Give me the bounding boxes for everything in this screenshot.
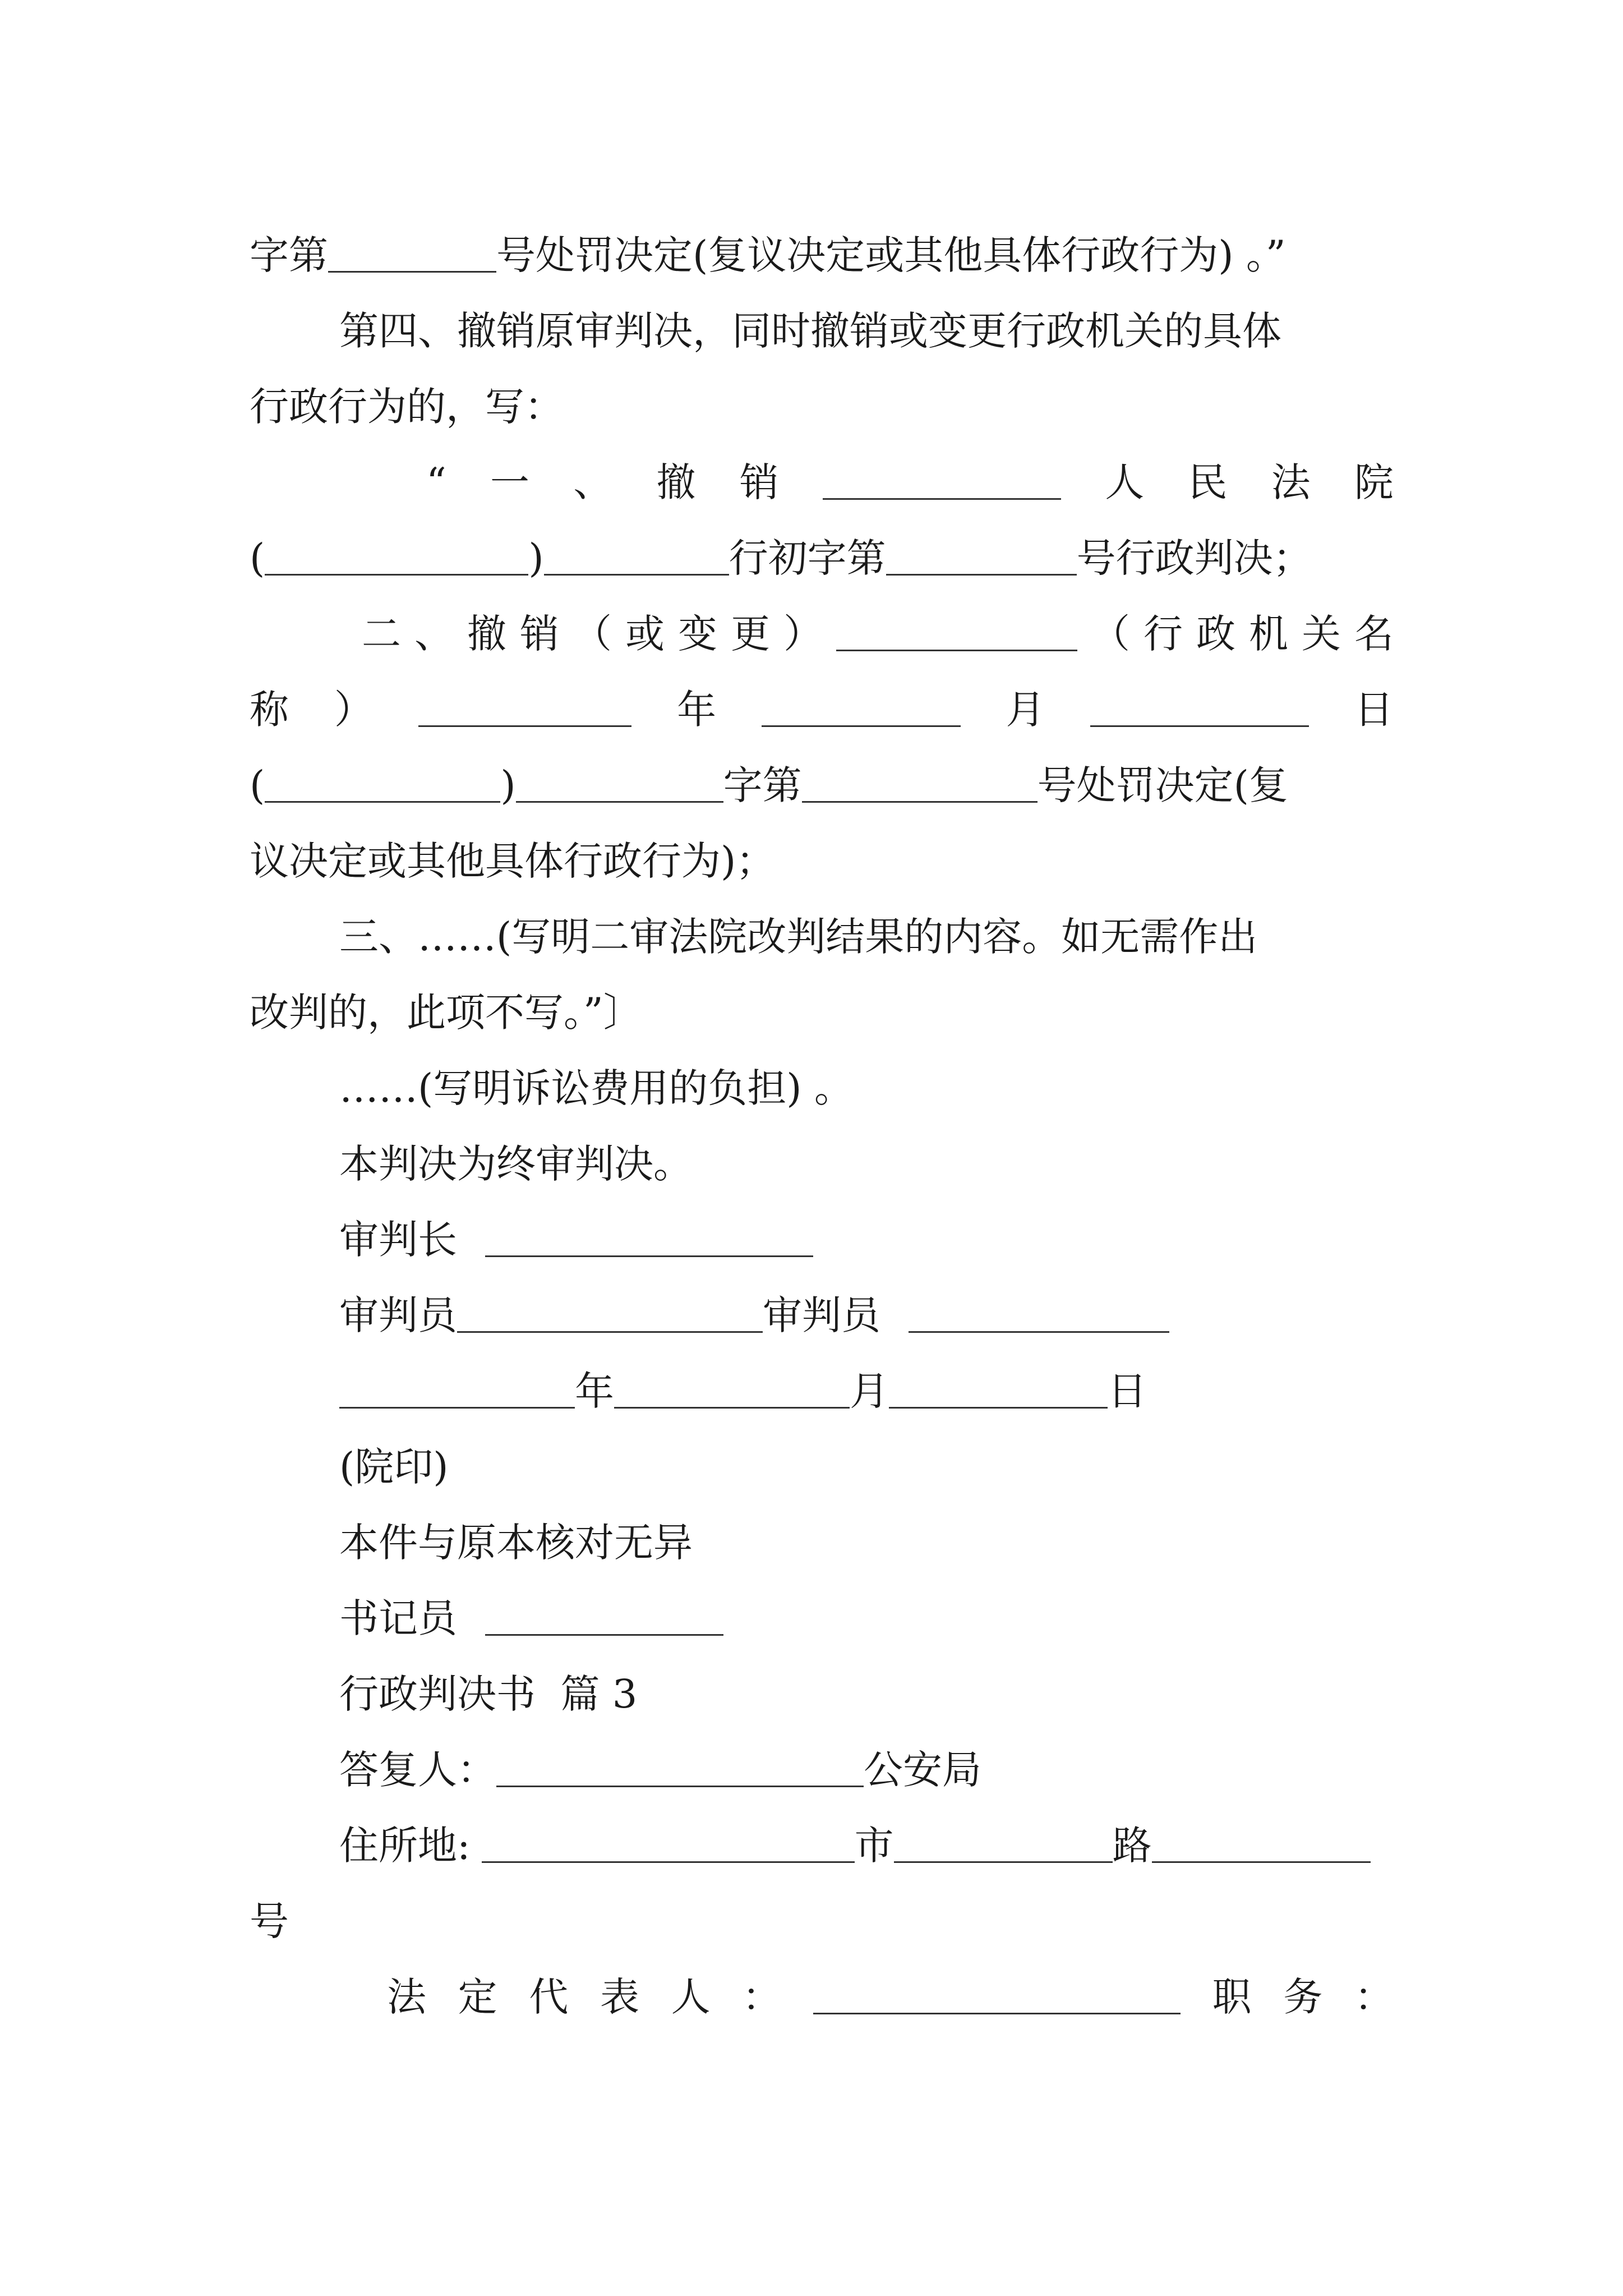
text-line — [362, 586, 1394, 657]
text: 撤 — [656, 459, 696, 505]
text: 称 — [250, 687, 289, 733]
blank-field — [823, 498, 1061, 500]
signature-line — [339, 1571, 1394, 1641]
text: ： — [742, 1974, 782, 2020]
text: ) — [500, 762, 516, 808]
text: 职 — [1212, 1974, 1252, 2020]
text-line — [339, 1722, 1394, 1793]
label: 审判员 — [763, 1292, 880, 1338]
text: 代 — [529, 1974, 569, 2020]
text: 更 — [731, 611, 770, 657]
text: 本判决为终审判决。 — [339, 1141, 693, 1187]
blank-field — [544, 574, 729, 576]
blank-field — [909, 1331, 1169, 1333]
text-line — [339, 889, 1394, 960]
blank-field — [485, 1255, 813, 1257]
text-line — [339, 1798, 1394, 1869]
signature-line — [339, 1192, 1394, 1263]
signature-line — [339, 1268, 1394, 1338]
text: 路 — [1112, 1823, 1152, 1869]
text-line — [250, 738, 1394, 808]
text: 表 — [600, 1974, 639, 2020]
blank-field — [802, 801, 1038, 803]
text: ( — [250, 535, 265, 581]
text-line — [339, 1419, 1394, 1490]
text: 行政判决书 篇 3 — [339, 1671, 638, 1717]
text: 行 — [1144, 611, 1183, 657]
text: 行政行为的，写： — [250, 384, 564, 430]
blank-field — [516, 801, 723, 803]
text-line — [339, 1495, 1394, 1566]
text-line — [426, 435, 1394, 505]
section-heading — [339, 1646, 1394, 1717]
blank-field — [485, 1634, 723, 1636]
text: 机 — [1249, 611, 1288, 657]
text: 销 — [739, 459, 779, 505]
text: 变 — [678, 611, 717, 657]
text: 号 — [250, 1898, 289, 1944]
text: 年 — [677, 687, 717, 733]
text: 号行政判决； — [1076, 535, 1312, 581]
text: 政 — [1196, 611, 1235, 657]
blank-field — [836, 650, 1077, 651]
text: ） — [334, 687, 374, 733]
text-line — [250, 510, 1394, 581]
text-line — [250, 662, 1394, 733]
text-line — [250, 208, 1394, 278]
text: 第四、撤销原审判决，同时撤销或变更行政机关的具体 — [339, 308, 1281, 354]
text-line — [250, 965, 1394, 1036]
text-line — [250, 813, 1394, 884]
text-line — [387, 1949, 1394, 2020]
text-line — [339, 283, 1394, 354]
text-line — [250, 359, 1394, 430]
text: 号处罚决定(复议决定或其他具体行政行为) 。” — [496, 232, 1286, 278]
label: 答复人： — [339, 1747, 496, 1793]
blank-field — [1152, 1861, 1371, 1863]
blank-field — [265, 801, 500, 803]
label: 审判长 — [339, 1217, 457, 1263]
text: 法 — [1271, 459, 1311, 505]
blank-field — [1090, 725, 1309, 727]
text: 本件与原本核对无异 — [339, 1520, 693, 1566]
blank-field — [328, 271, 496, 273]
text: 行初字第 — [728, 535, 886, 581]
text: 定 — [458, 1974, 497, 2020]
blank-field — [482, 1861, 855, 1863]
text: ……(写明诉讼费用的负担) 。 — [339, 1065, 854, 1111]
blank-field — [886, 574, 1077, 576]
text: 一 — [490, 459, 530, 505]
text: 撤 — [467, 611, 506, 657]
label: 审判员 — [339, 1292, 457, 1338]
blank-field — [457, 1331, 763, 1333]
text: (院印) — [339, 1444, 449, 1490]
text: ： — [1354, 1974, 1394, 2020]
text: 名 — [1354, 611, 1394, 657]
label: 书记员 — [339, 1595, 457, 1641]
text: 关 — [1302, 611, 1341, 657]
text: 公安局 — [864, 1747, 981, 1793]
text: 或 — [625, 611, 665, 657]
date-line — [339, 1343, 1394, 1414]
text: 人 — [1105, 459, 1145, 505]
text: 号处罚决定(复 — [1037, 762, 1288, 808]
text: 民 — [1188, 459, 1228, 505]
text: 月 — [1006, 687, 1045, 733]
blank-field — [265, 574, 528, 576]
text: ） — [783, 611, 823, 657]
text: ( — [250, 762, 265, 808]
text-line — [339, 1041, 1394, 1111]
blank-field — [894, 1861, 1113, 1863]
text: ) — [528, 535, 544, 581]
blank-field — [762, 725, 961, 727]
text: 日 — [1108, 1368, 1147, 1414]
text: 院 — [1354, 459, 1394, 505]
text: 日 — [1354, 687, 1394, 733]
text: “ — [426, 459, 446, 505]
text: （ — [573, 611, 612, 657]
blank-field — [889, 1407, 1108, 1409]
label: 住所地: — [339, 1823, 471, 1869]
text: 字第 — [250, 232, 328, 278]
text: 月 — [850, 1368, 889, 1414]
text: 务 — [1283, 1974, 1323, 2020]
text: 人 — [671, 1974, 711, 2020]
blank-field — [496, 1786, 864, 1787]
text: 、 — [573, 459, 613, 505]
text: 、 — [414, 611, 454, 657]
text-line — [250, 1874, 1394, 1944]
text-line — [339, 1116, 1394, 1187]
blank-field — [614, 1407, 850, 1409]
text: 二 — [362, 611, 401, 657]
text: 市 — [854, 1823, 894, 1869]
blank-field — [339, 1407, 575, 1409]
text: 字第 — [723, 762, 802, 808]
text: 销 — [520, 611, 559, 657]
blank-field — [813, 2013, 1181, 2014]
blank-field — [418, 725, 631, 727]
text: 三、……(写明二审法院改判结果的内容。如无需作出 — [339, 914, 1258, 960]
text: 议决定或其他具体行政行为)； — [250, 838, 776, 884]
text: 法 — [387, 1974, 426, 2020]
text: 改判的，此项不写。”〕 — [250, 990, 643, 1036]
text: 年 — [575, 1368, 614, 1414]
text: （ — [1091, 611, 1130, 657]
